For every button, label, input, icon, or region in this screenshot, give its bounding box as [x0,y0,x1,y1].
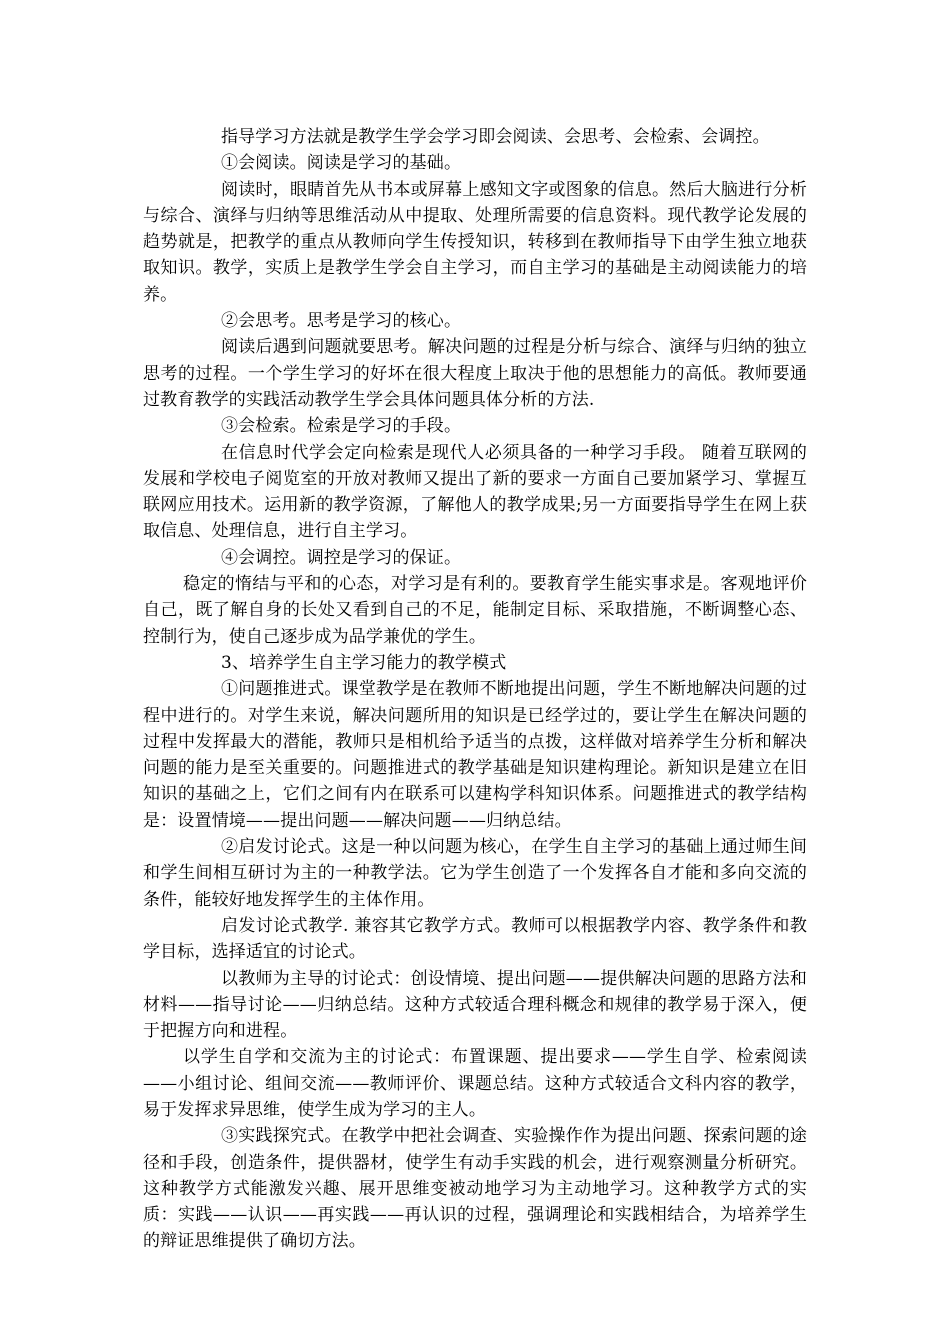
paragraph: 以学生自学和交流为主的讨论式：布置课题、提出要求——学生自学、检索阅读——小组讨论、组间交流——教师评价、课题总结。这种方式较适合文科内容的教学，易于发挥求异思维，使学生成为学习的主人。 [143,1047,807,1120]
paragraph: ③实践探究式。在教学中把社会调查、实验操作作为提出问题、探索问题的途径和手段，创造条件，提供器材，使学生有动手实践的机会，进行观察测量分析研究。这种教学方式能激发兴趣、展开思维变被动地学习为主动地学习。这种教学方式的实质：实践——认识——再实践——再认识的过程，强调理论和实践相结合，为培养学生的辩证思维提供了确切方法。 [143,1126,807,1252]
paragraph: 启发讨论式教学. 兼容其它教学方式。教师可以根据教学内容、教学条件和教学目标，选择适宜的讨论式。 [143,915,807,963]
paragraph: 阅读后遇到问题就要思考。解决问题的过程是分析与综合、演绎与归纳的独立思考的过程。一个学生学习的好坏在很大程度上取决于他的思想能力的高低。教师要通过教育教学的实践活动教学生学会具体问题具体分析的方法. [143,337,807,410]
paragraph: 稳定的惰结与平和的心态，对学习是有利的。要教育学生能实事求是。客观地评价自己，既了解自身的长处又看到自己的不足，能制定目标、采取措施，不断调整心态、控制行为，使自己逐步成为品学兼优的学生。 [143,574,807,647]
document-body [143,124,807,1255]
paragraph: 以教师为主导的讨论式：创设情境、提出问题——提供解决问题的思路方法和材料——指导讨论——归纳总结。这种方式较适合理科概念和规律的教学易于深入，便于把握方向和进程。 [143,968,807,1042]
paragraph: ②会思考。思考是学习的核心。 [221,311,462,332]
paragraph: 阅读时，眼睛首先从书本或屏幕上感知文字或图象的信息。然后大脑进行分析与综合、演绎与归纳等思维活动从中提取、处理所需要的信息资料。现代教学论发展的趋势就是，把教学的重点从教师向学生传授知识，转移到在教师指导下由学生独立地获取知识。教学，实质上是教学生学会自主学习，而自主学习的基础是主动阅读能力的培养。 [143,179,807,305]
paragraph: 指导学习方法就是教学生学会学习即会阅读、会思考、会检索、会调控。 [221,127,770,147]
paragraph: ③会检索。检索是学习的手段。 [221,416,462,437]
paragraph: ④会调控。调控是学习的保证。 [221,547,462,568]
paragraph: ①会阅读。阅读是学习的基础。 [221,153,462,174]
paragraph: 3、培养学生自主学习能力的教学模式 [221,652,507,673]
paragraph: ②启发讨论式。这是一种以问题为核心，在学生自主学习的基础上通过师生间和学生间相互研讨为主的一种教学法。它为学生创造了一个发挥各自才能和多向交流的条件，能较好地发挥学生的主体作用。 [143,837,807,910]
paragraph: 在信息时代学会定向检索是现代人必须具备的一种学习手段。 随着互联网的发展和学校电子阅览室的开放对教师又提出了新的要求一方面自己要加紧学习、掌握互联网应用技术。运用新的教学资源，了解他人的教学成果;另一方面要指导学生在网上获取信息、处理信息，进行自主学习。 [143,442,807,542]
paragraph: ①问题推进式。课堂教学是在教师不断地提出问题，学生不断地解决问题的过程中进行的。对学生来说，解决问题所用的知识是已经学过的，要让学生在解决问题的过程中发挥最大的潜能，教师只是相机给予适当的点拨，这样做对培养学生分析和解决问题的能力是至关重要的。问题推进式的教学基础是知识建构理论。新知识是建立在旧知识的基础之上，它们之间有内在联系可以建构学科知识体系。问题推进式的教学结构是：设置情境——提出问题——解决问题——归纳总结。 [143,679,807,831]
